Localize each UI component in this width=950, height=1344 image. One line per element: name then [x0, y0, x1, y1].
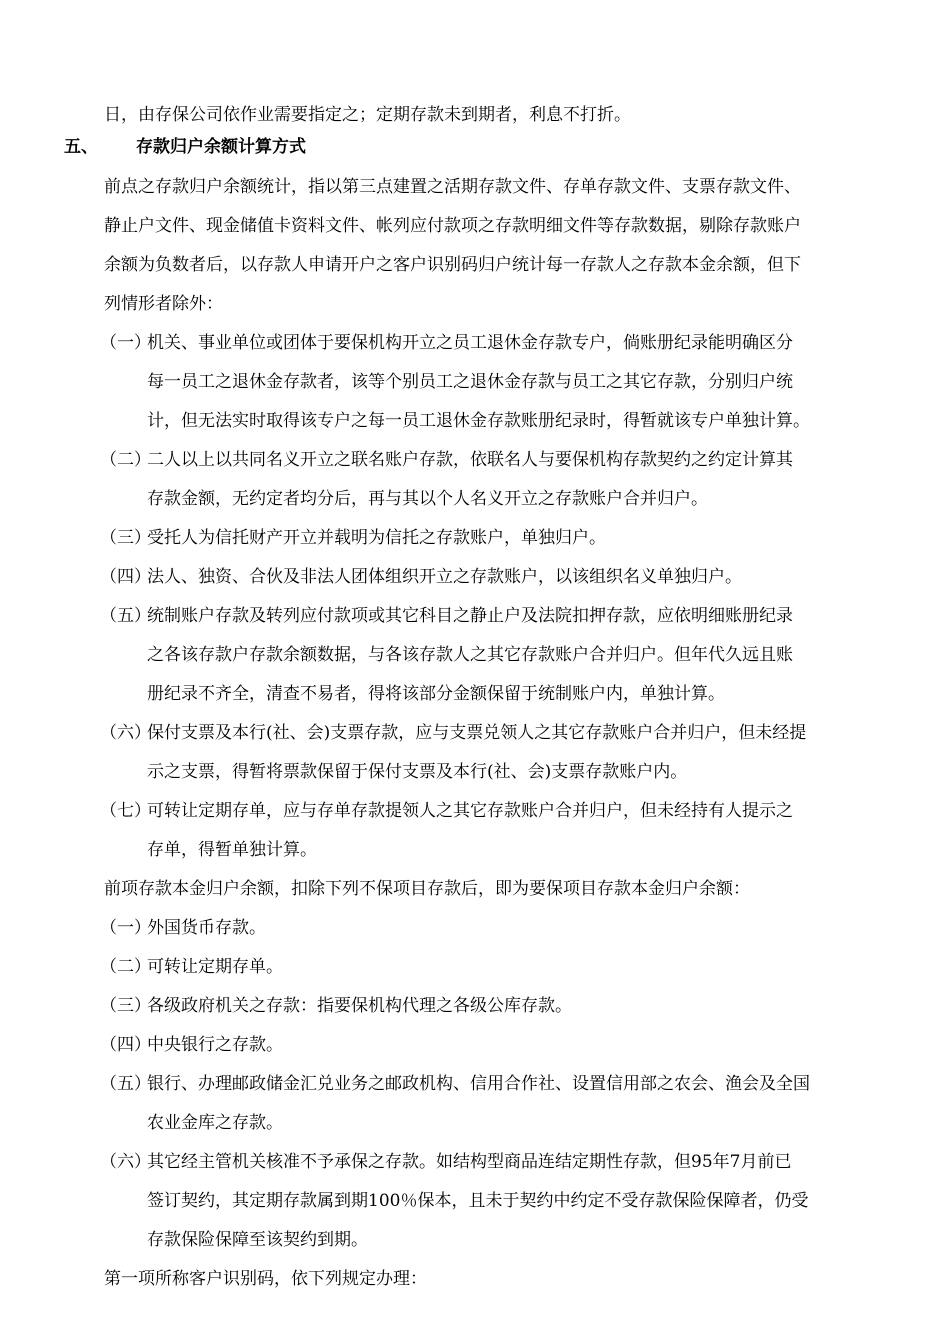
- item-line: 各级政府机关之存款：指要保机构代理之各级公库存款。: [147, 996, 572, 1016]
- para3: 第一项所称客户识别码，依下列规定办理：: [104, 1269, 427, 1289]
- item-marker: （四）: [100, 567, 151, 587]
- item-marker: （一）: [100, 333, 151, 353]
- item-marker: （三）: [100, 528, 151, 548]
- para1-line: 列情形者除外：: [104, 294, 223, 314]
- item-line: 存款金额，无约定者均分后，再与其以个人名义开立之存款账户合并归户。: [147, 489, 708, 509]
- item-marker: （六）: [100, 1152, 151, 1172]
- item-line: 计，但无法实时取得该专户之每一员工退休金存款账册纪录时，得暂就该专户单独计算。: [147, 411, 810, 431]
- item-line: 农业金库之存款。: [147, 1113, 283, 1133]
- intro-line: 日，由存保公司依作业需要指定之；定期存款未到期者，利息不打折。: [104, 105, 631, 125]
- item-marker: （五）: [100, 606, 151, 626]
- item-line: 之各该存款户存款余额数据，与各该存款人之其它存款账户合并归户。但年代久远且账: [147, 645, 793, 665]
- item-line: 二人以上以共同名义开立之联名账户存款，依联名人与要保机构存款契约之约定计算其: [147, 450, 793, 470]
- item-line: 其它经主管机关核准不予承保之存款。如结构型商品连结定期性存款，但95年7月前已: [147, 1152, 792, 1172]
- item-line: 中央银行之存款。: [147, 1035, 283, 1055]
- item-line: 受托人为信托财产开立并载明为信托之存款账户，单独归户。: [147, 528, 606, 548]
- section-title: 存款归户余额计算方式: [136, 137, 306, 157]
- item-marker: （二）: [100, 957, 151, 977]
- item-line: 示之支票，得暂将票款保留于保付支票及本行(社、会)支票存款账户内。: [147, 762, 688, 782]
- item-marker: （四）: [100, 1035, 151, 1055]
- item-marker: （三）: [100, 996, 151, 1016]
- para1-line: 静止户文件、现金储值卡资料文件、帐列应付款项之存款明细文件等存款数据，剔除存款账户: [104, 216, 801, 236]
- item-marker: （七）: [100, 801, 151, 821]
- para1-line: 余额为负数者后，以存款人申请开户之客户识别码归户统计每一存款人之存款本金余额，但下: [104, 255, 801, 275]
- item-line: 外国货币存款。: [147, 918, 266, 938]
- item-line: 统制账户存款及转列应付款项或其它科目之静止户及法院扣押存款，应依明细账册纪录: [147, 606, 793, 626]
- item-line: 签订契约，其定期存款属到期100％保本，且未于契约中约定不受存款保险保障者，仍受: [147, 1191, 809, 1211]
- item-marker: （二）: [100, 450, 151, 470]
- item-line: 册纪录不齐全，清查不易者，得将该部分金额保留于统制账户内，单独计算。: [147, 684, 725, 704]
- para1-line: 前点之存款归户余额统计，指以第三点建置之活期存款文件、存单存款文件、支票存款文件、: [104, 177, 801, 197]
- item-line: 法人、独资、合伙及非法人团体组织开立之存款账户，以该组织名义单独归户。: [147, 567, 742, 587]
- para2: 前项存款本金归户余额，扣除下列不保项目存款后，即为要保项目存款本金归户余额：: [104, 879, 750, 899]
- item-marker: （六）: [100, 723, 151, 743]
- item-line: 可转让定期存单，应与存单存款提领人之其它存款账户合并归户，但未经持有人提示之: [147, 801, 793, 821]
- item-line: 每一员工之退休金存款者，该等个别员工之退休金存款与员工之其它存款，分别归户统: [147, 372, 793, 392]
- item-marker: （一）: [100, 918, 151, 938]
- item-line: 存款保险保障至该契约到期。: [147, 1230, 368, 1250]
- item-line: 存单，得暂单独计算。: [147, 840, 317, 860]
- item-line: 银行、办理邮政储金汇兑业务之邮政机构、信用合作社、设置信用部之农会、渔会及全国: [147, 1074, 810, 1094]
- item-line: 机关、事业单位或团体于要保机构开立之员工退休金存款专户，倘账册纪录能明确区分: [147, 333, 793, 353]
- section-number: 五、: [64, 137, 98, 157]
- item-line: 保付支票及本行(社、会)支票存款，应与支票兑领人之其它存款账户合并归户，但未经提: [147, 723, 807, 743]
- item-marker: （五）: [100, 1074, 151, 1094]
- item-line: 可转让定期存单。: [147, 957, 283, 977]
